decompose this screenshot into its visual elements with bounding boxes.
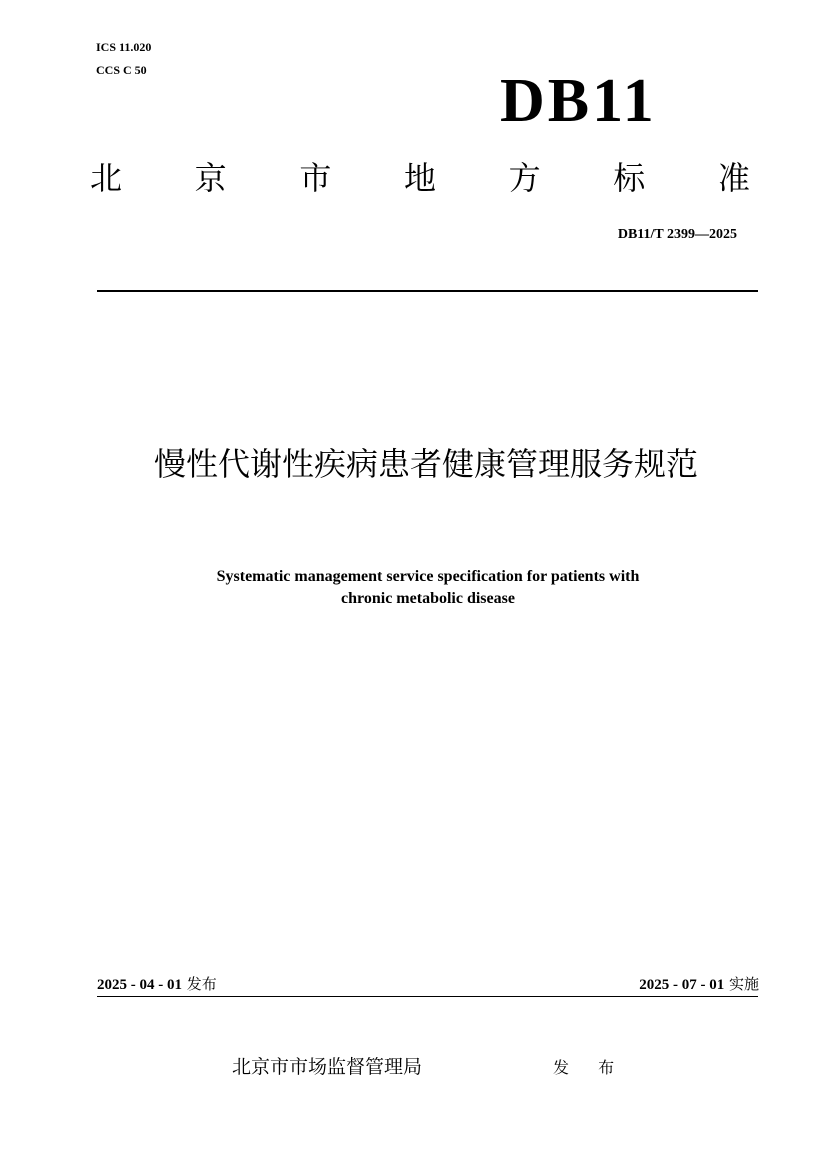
publish-label: 发布	[186, 975, 217, 993]
publish-date: 2025 - 04 - 01	[97, 977, 182, 993]
title-english	[0, 566, 815, 610]
standard-name-char: 地	[403, 159, 436, 197]
publish-date-block	[97, 974, 217, 995]
standard-name-char: 标	[613, 159, 646, 197]
standard-name-char: 京	[194, 159, 227, 197]
standard-name-char: 市	[299, 159, 332, 197]
standard-number: DB11/T 2399—2025	[617, 227, 737, 242]
standard-name-char: 北	[90, 159, 123, 197]
issue-label: 发 布	[553, 1058, 627, 1077]
title-chinese: 慢性代谢性疾病患者健康管理服务规范	[153, 445, 698, 483]
issuing-authority: 北京市市场监督管理局	[232, 1056, 423, 1078]
implement-date-block	[639, 974, 759, 995]
title-english-line-1: Systematic management service specification for patients with	[216, 568, 640, 585]
ics-code: ICS 11.020	[96, 40, 152, 54]
standard-name-char: 准	[717, 159, 750, 197]
title-english-line-2: chronic metabolic disease	[341, 590, 515, 607]
ccs-code: CCS C 50	[96, 63, 147, 77]
standard-name-char: 方	[508, 159, 541, 197]
footer-divider	[97, 996, 758, 997]
implement-date: 2025 - 07 - 01	[639, 977, 725, 993]
standard-prefix: DB11	[500, 67, 657, 135]
standard-type-name	[90, 158, 750, 198]
header-divider	[97, 290, 758, 292]
implement-label: 实施	[728, 975, 759, 993]
